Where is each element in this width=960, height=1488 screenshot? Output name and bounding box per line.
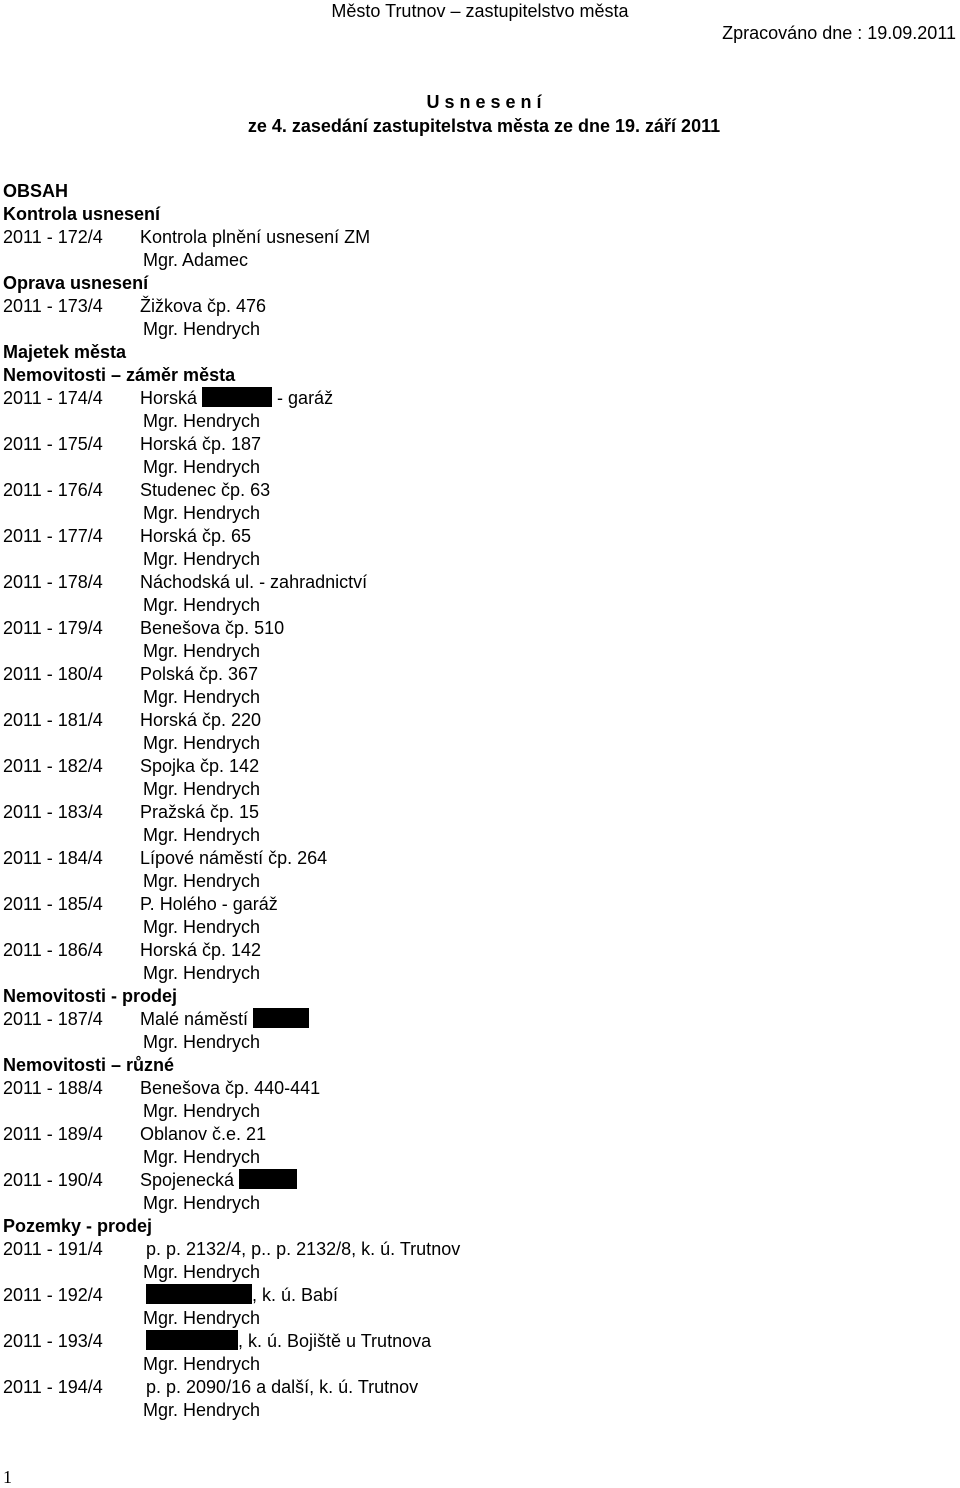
toc-heading: OBSAH (3, 181, 69, 201)
resolution-subject (146, 1376, 418, 1399)
resolution-code: 2011 - 185/4 (3, 894, 103, 914)
presenter-name: Mgr. Hendrych (143, 963, 261, 983)
resolution-subject-text: Náchodská ul. - zahradnictví (140, 572, 368, 592)
resolution-code: 2011 - 186/4 (3, 940, 103, 960)
presenter-name: Mgr. Hendrych (143, 733, 261, 753)
resolution-subject (140, 617, 284, 640)
resolution-entry (3, 709, 953, 732)
resolution-code: 2011 - 193/4 (3, 1331, 103, 1351)
presenter-name: Mgr. Hendrych (143, 1101, 261, 1121)
resolution-subject-text: Spojka čp. 142 (140, 756, 260, 776)
resolution-subject-text: Benešova čp. 440-441 (140, 1078, 321, 1098)
resolution-code: 2011 - 184/4 (3, 848, 103, 868)
resolution-entry (3, 1330, 953, 1353)
resolution-subject (146, 1238, 460, 1261)
resolution-subject-text: Kontrola plnění usnesení ZM (140, 227, 371, 247)
resolution-subject-text: Oblanov č.e. 21 (140, 1124, 267, 1144)
presenter-name: Mgr. Hendrych (143, 1262, 261, 1282)
page-number: 1 (3, 1467, 12, 1487)
resolution-code: 2011 - 191/4 (3, 1239, 103, 1259)
resolution-subject (140, 1123, 266, 1146)
presenter-name: Mgr. Adamec (143, 250, 249, 270)
resolution-subject-text: Pražská čp. 15 (140, 802, 260, 822)
redacted-block (239, 1169, 297, 1189)
resolution-code: 2011 - 194/4 (3, 1377, 103, 1397)
resolution-subject (146, 1284, 338, 1307)
resolution-subject (140, 939, 261, 962)
resolution-subject (140, 479, 270, 502)
resolution-subject-text: p. p. 2132/4, p.. p. 2132/8, k. ú. Trutnov (146, 1239, 461, 1259)
resolution-entry (3, 893, 953, 916)
section-heading: Nemovitosti – různé (3, 1055, 175, 1075)
section-heading: Majetek města (3, 342, 127, 362)
resolution-subject (140, 1077, 320, 1100)
resolution-subject-text: Horská čp. 142 (140, 940, 262, 960)
presenter-name: Mgr. Hendrych (143, 1354, 261, 1374)
resolution-entry (3, 1284, 953, 1307)
section-heading: Oprava usnesení (3, 273, 149, 293)
resolution-code: 2011 - 174/4 (3, 388, 103, 408)
presenter-name: Mgr. Hendrych (143, 1400, 261, 1420)
resolution-subject-text: Horská čp. 187 (140, 434, 262, 454)
presenter-name: Mgr. Hendrych (143, 1193, 261, 1213)
presenter-name: Mgr. Hendrych (143, 457, 261, 477)
resolution-subject-text: Žižkova čp. 476 (140, 296, 267, 316)
resolution-subject (140, 801, 259, 824)
resolution-subject-suffix: , k. ú. Bojiště u Trutnova (238, 1331, 432, 1351)
presenter-name: Mgr. Hendrych (143, 871, 261, 891)
resolution-entry (3, 755, 953, 778)
resolution-entry (3, 387, 953, 410)
resolution-entry (3, 939, 953, 962)
resolution-subject-text: Malé náměstí (140, 1009, 249, 1029)
redacted-block (146, 1284, 252, 1304)
resolution-entry (3, 479, 953, 502)
resolution-subject (140, 571, 367, 594)
resolution-code: 2011 - 183/4 (3, 802, 103, 822)
resolution-subject-text: Studenec čp. 63 (140, 480, 271, 500)
resolution-subject (140, 433, 261, 456)
redacted-block (253, 1008, 309, 1028)
resolution-subject (140, 387, 333, 410)
presenter-name: Mgr. Hendrych (143, 779, 261, 799)
document-header-organization: Město Trutnov – zastupitelstvo města (331, 1, 629, 21)
resolution-entry (3, 663, 953, 686)
resolution-subject-text: Horská čp. 220 (140, 710, 262, 730)
resolution-subject (140, 709, 261, 732)
resolution-subject (140, 1008, 309, 1031)
resolution-entry (3, 847, 953, 870)
resolution-subject-text: Horská (140, 388, 198, 408)
presenter-name: Mgr. Hendrych (143, 503, 261, 523)
resolution-code: 2011 - 192/4 (3, 1285, 103, 1305)
document-title: U s n e s e n í (426, 92, 542, 112)
resolution-entry (3, 226, 953, 249)
resolution-subject-text: Polská čp. 367 (140, 664, 259, 684)
resolution-subject-suffix: , k. ú. Babí (252, 1285, 339, 1305)
presenter-name: Mgr. Hendrych (143, 1147, 261, 1167)
resolution-entry (3, 1123, 953, 1146)
resolution-code: 2011 - 180/4 (3, 664, 103, 684)
resolution-code: 2011 - 187/4 (3, 1009, 103, 1029)
presenter-name: Mgr. Hendrych (143, 549, 261, 569)
resolution-code: 2011 - 176/4 (3, 480, 103, 500)
resolution-code: 2011 - 181/4 (3, 710, 103, 730)
resolution-entry (3, 1008, 953, 1031)
section-heading: Nemovitosti - prodej (3, 986, 178, 1006)
section-heading: Pozemky - prodej (3, 1216, 153, 1236)
presenter-name: Mgr. Hendrych (143, 1032, 261, 1052)
resolution-entry (3, 1077, 953, 1100)
resolution-subject-text: Benešova čp. 510 (140, 618, 285, 638)
resolution-subject-text: Lípové náměstí čp. 264 (140, 848, 328, 868)
presenter-name: Mgr. Hendrych (143, 319, 261, 339)
resolution-entry (3, 1169, 953, 1192)
resolution-subject (140, 663, 258, 686)
redacted-block (202, 387, 272, 407)
resolution-entry (3, 433, 953, 456)
resolution-subject (140, 295, 266, 318)
resolution-code: 2011 - 173/4 (3, 296, 103, 316)
processed-date: Zpracováno dne : 19.09.2011 (722, 23, 956, 43)
resolution-subject (140, 525, 251, 548)
resolution-code: 2011 - 179/4 (3, 618, 103, 638)
resolution-subject (140, 847, 327, 870)
resolution-entry (3, 617, 953, 640)
resolution-subject-text: Horská čp. 65 (140, 526, 252, 546)
resolution-entry (3, 801, 953, 824)
resolution-code: 2011 - 190/4 (3, 1170, 103, 1190)
resolution-subject-text: P. Holého - garáž (140, 894, 278, 914)
resolution-subject (146, 1330, 431, 1353)
redacted-block (146, 1330, 238, 1350)
resolution-entry (3, 295, 953, 318)
presenter-name: Mgr. Hendrych (143, 411, 261, 431)
resolution-code: 2011 - 182/4 (3, 756, 103, 776)
section-heading: Nemovitosti – záměr města (3, 365, 236, 385)
resolution-entry (3, 571, 953, 594)
resolution-code: 2011 - 177/4 (3, 526, 103, 546)
resolution-code: 2011 - 172/4 (3, 227, 103, 247)
presenter-name: Mgr. Hendrych (143, 687, 261, 707)
resolution-entry (3, 1238, 953, 1261)
resolution-code: 2011 - 189/4 (3, 1124, 103, 1144)
resolution-code: 2011 - 175/4 (3, 434, 103, 454)
resolution-subject (140, 755, 259, 778)
resolution-code: 2011 - 178/4 (3, 572, 103, 592)
resolution-subject (140, 226, 370, 249)
resolution-subject-text: p. p. 2090/16 a další, k. ú. Trutnov (146, 1377, 419, 1397)
resolution-subject-text: Spojenecká (140, 1170, 235, 1190)
section-heading: Kontrola usnesení (3, 204, 161, 224)
resolution-entry (3, 525, 953, 548)
presenter-name: Mgr. Hendrych (143, 1308, 261, 1328)
presenter-name: Mgr. Hendrych (143, 595, 261, 615)
presenter-name: Mgr. Hendrych (143, 641, 261, 661)
document-subtitle: ze 4. zasedání zastupitelstva města ze dne 19. září 2011 (247, 116, 721, 136)
resolution-code: 2011 - 188/4 (3, 1078, 103, 1098)
resolution-subject-suffix: - garáž (277, 388, 334, 408)
resolution-subject (140, 893, 278, 916)
resolution-entry (3, 1376, 953, 1399)
presenter-name: Mgr. Hendrych (143, 825, 261, 845)
resolution-subject (140, 1169, 297, 1192)
table-of-contents (3, 180, 953, 1422)
presenter-name: Mgr. Hendrych (143, 917, 261, 937)
